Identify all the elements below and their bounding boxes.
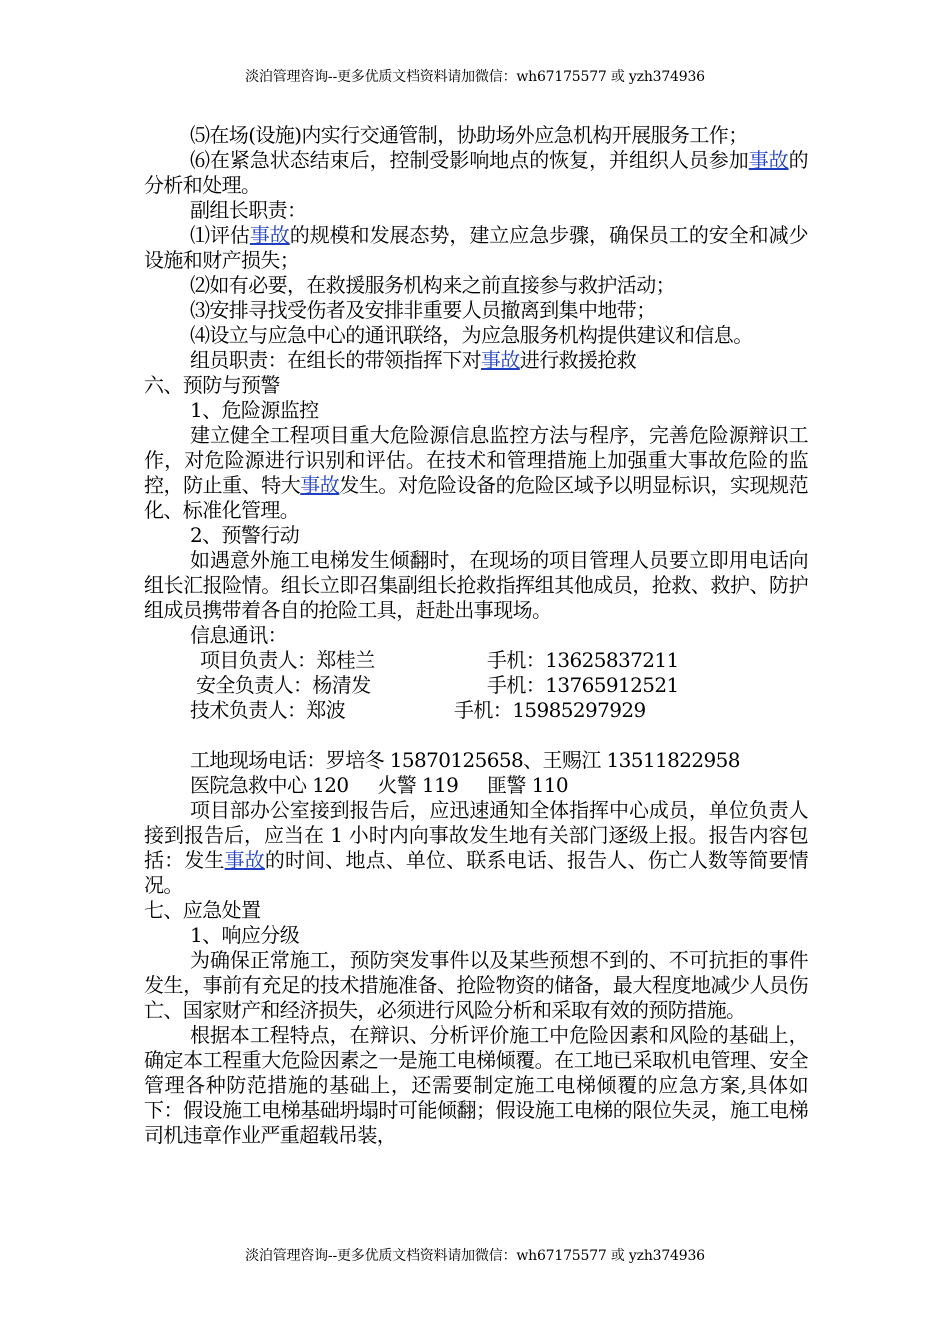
text-span: ⑴评估 bbox=[190, 223, 250, 247]
text-span: 项目部办公室接到报告后，应迅速通知全体指挥中心成员，单位负责人接到报告后，应当在 1 小时内向事故发生地有关部门逐级上报。报告内容包括：发生 bbox=[144, 798, 808, 872]
paragraph: ⑸在场(设施)内实行交通管制，协助场外应急机构开展服务工作； bbox=[190, 123, 748, 147]
subsection-heading: 1、响应分级 bbox=[190, 923, 300, 947]
text-span: 的时间、地点、单位、联系电话、报告人、伤亡人数等简要情况。 bbox=[144, 848, 808, 897]
paragraph bbox=[144, 223, 808, 273]
section-heading: 六、预防与预警 bbox=[144, 373, 280, 397]
contact-phone: 手机：15985297929 bbox=[454, 698, 646, 722]
paragraph bbox=[144, 148, 808, 198]
page-footer: 淡泊管理咨询--更多优质文档资料请加微信：wh67175577 或 yzh374936 bbox=[245, 1248, 705, 1264]
contact-row bbox=[144, 698, 808, 723]
paragraph: 医院急救中心 120 火警 119 匪警 110 bbox=[190, 773, 568, 797]
text-span: 建立健全工程项目重大危险源信息监控方法与程序，完善危险源辩识工作，对危险源进行识别和评估。在技术和管理措施上加强重大事故危险的监控，防止重、特大 bbox=[144, 423, 808, 497]
text-span: 的规模和发展态势，建立应急步骤，确保员工的安全和减少设施和财产损失； bbox=[144, 223, 808, 272]
paragraph: 副组长职责： bbox=[190, 198, 307, 222]
paragraph: 工地现场电话：罗培冬 15870125658、王赐江 13511822958 bbox=[190, 748, 740, 772]
paragraph bbox=[144, 348, 808, 373]
spacer bbox=[144, 723, 808, 748]
paragraph: 为确保正常施工，预防突发事件以及某些预想不到的、不可抗拒的事件发生，事前有充足的技术措施准备、抢险物资的储备，最大程度地减少人员伤亡、国家财产和经济损失，必须进行风险分析和采取有效的预防措施。 bbox=[144, 948, 808, 1022]
accident-link[interactable]: 事故 bbox=[481, 348, 520, 372]
paragraph: ⑵如有必要，在救援服务机构来之前直接参与救护活动； bbox=[190, 273, 675, 297]
text-span: 进行救援抢救 bbox=[519, 348, 637, 372]
accident-link[interactable]: 事故 bbox=[224, 848, 265, 872]
contact-phone: 手机：13765912521 bbox=[487, 673, 679, 697]
accident-link[interactable]: 事故 bbox=[300, 473, 340, 497]
paragraph bbox=[144, 798, 808, 898]
accident-link[interactable]: 事故 bbox=[748, 148, 789, 172]
section-heading: 七、应急处置 bbox=[144, 898, 261, 922]
paragraph bbox=[144, 423, 808, 523]
paragraph: 根据本工程特点，在辩识、分析评价施工中危险因素和风险的基础上，确定本工程重大危险因素之一是施工电梯倾覆。在工地已采取机电管理、安全管理各种防范措施的基础上，还需要制定施工电梯倾覆的应急方案,具体如下：假设施工电梯基础坍塌时可能倾翻；假设施工电梯的限位失灵，施工电梯司机违章作业严重超载吊装， bbox=[144, 1023, 808, 1147]
accident-link[interactable]: 事故 bbox=[249, 223, 290, 247]
text-span: 的分析和处理。 bbox=[144, 148, 808, 197]
paragraph: ⑷设立与应急中心的通讯联络，为应急服务机构提供建议和信息。 bbox=[190, 323, 753, 347]
subsection-heading: 1、危险源监控 bbox=[190, 398, 319, 422]
text-span: 组员职责：在组长的带领指挥下对 bbox=[190, 348, 481, 372]
contact-row bbox=[144, 648, 808, 673]
text-span: ⑹在紧急状态结束后，控制受影响地点的恢复，并组织人员参加 bbox=[190, 148, 749, 172]
paragraph: ⑶安排寻找受伤者及安排非重要人员撤离到集中地带； bbox=[190, 298, 656, 322]
contact-role: 安全负责人：杨清发 bbox=[196, 673, 371, 697]
document-body bbox=[144, 123, 808, 1148]
paragraph: 如遇意外施工电梯发生倾翻时，在现场的项目管理人员要立即用电话向组长汇报险情。组长立即召集副组长抢救指挥组其他成员，抢救、救护、防护组成员携带着各自的抢险工具，赶赴出事现场。 bbox=[144, 548, 808, 622]
contact-phone: 手机：13625837211 bbox=[487, 648, 679, 672]
contact-row bbox=[144, 673, 808, 698]
contact-role: 技术负责人：郑波 bbox=[190, 698, 346, 722]
text-span: 发生。对危险设备的危险区域予以明显标识，实现规范化、标准化管理。 bbox=[144, 473, 808, 522]
contact-role: 项目负责人：郑桂兰 bbox=[200, 648, 375, 672]
paragraph: 信息通讯： bbox=[190, 623, 287, 647]
subsection-heading: 2、预警行动 bbox=[190, 523, 300, 547]
page-header: 淡泊管理咨询--更多优质文档资料请加微信：wh67175577 或 yzh374936 bbox=[245, 69, 705, 85]
